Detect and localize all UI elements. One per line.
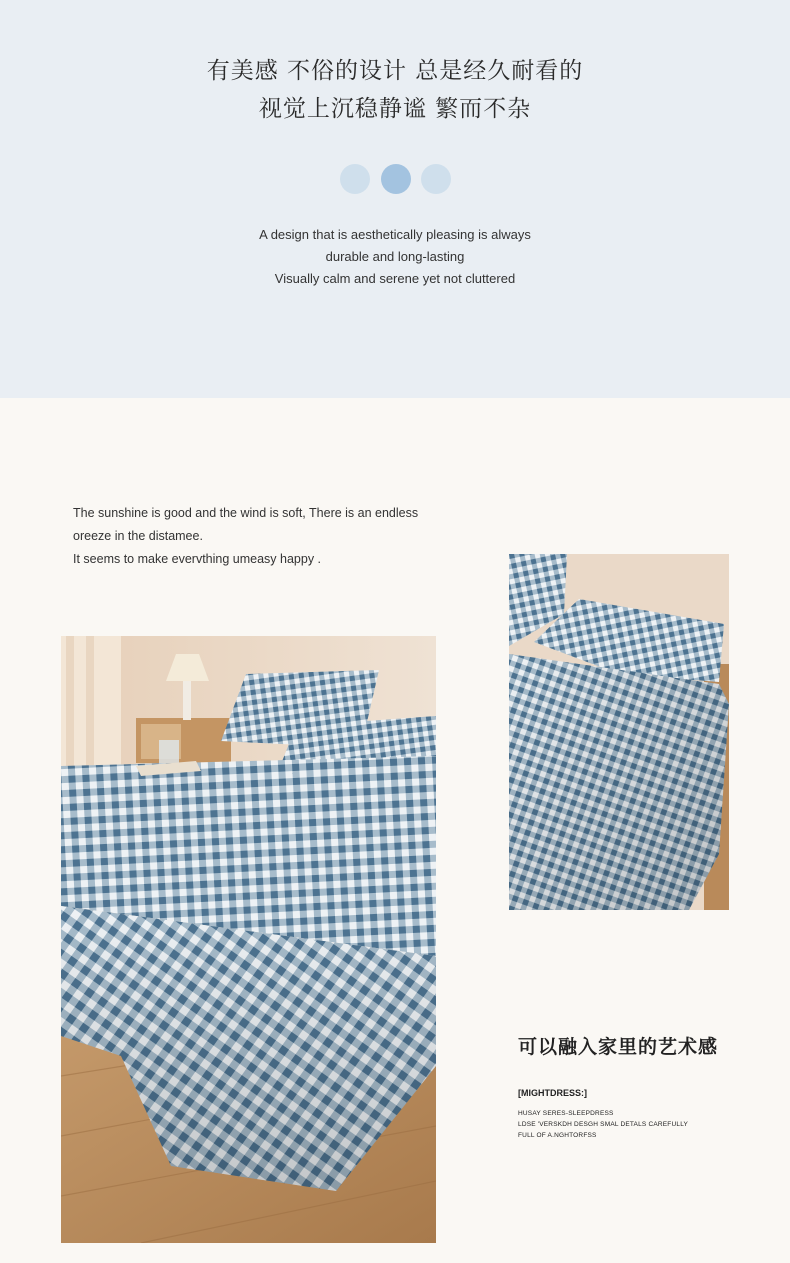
feature-line-2: LDSE 'VERSKDH DESGH SMAL DETALS CAREFULLY [518,1121,689,1128]
feature-line-1: HUSAY SERES-SLEEPDRESS [518,1110,614,1117]
pillow-detail-photo [509,554,729,910]
feature-line-3: FULL OF A.NGHTORFSS [518,1132,597,1139]
headline-line-2: 视觉上沉稳静谧 繁而不杂 [258,96,532,122]
intro-line-3: It seems to make evervthing umeasy happy . [73,552,322,566]
feature-title: 可以融入家里的艺术感 [518,1036,719,1058]
english-line-2: durable and long-lasting [325,249,465,264]
english-line-1: A design that is aesthetically pleasing is always [259,227,531,242]
dot-1 [340,164,370,194]
intro-line-2: oreeze in the distamee. [73,529,203,543]
header-section [0,0,790,398]
english-line-3: Visually calm and serene yet not cluttered [274,271,516,286]
decorative-dots [340,164,452,194]
dot-2 [381,164,411,194]
headline-line-1: 有美感 不俗的设计 总是经久耐看的 [206,58,584,84]
brand-label: [MIGHTDRESS:] [518,1088,587,1098]
bedroom-photo [61,636,436,1243]
dot-3 [421,164,451,194]
intro-line-1: The sunshine is good and the wind is soft, There is an endless [73,506,419,520]
